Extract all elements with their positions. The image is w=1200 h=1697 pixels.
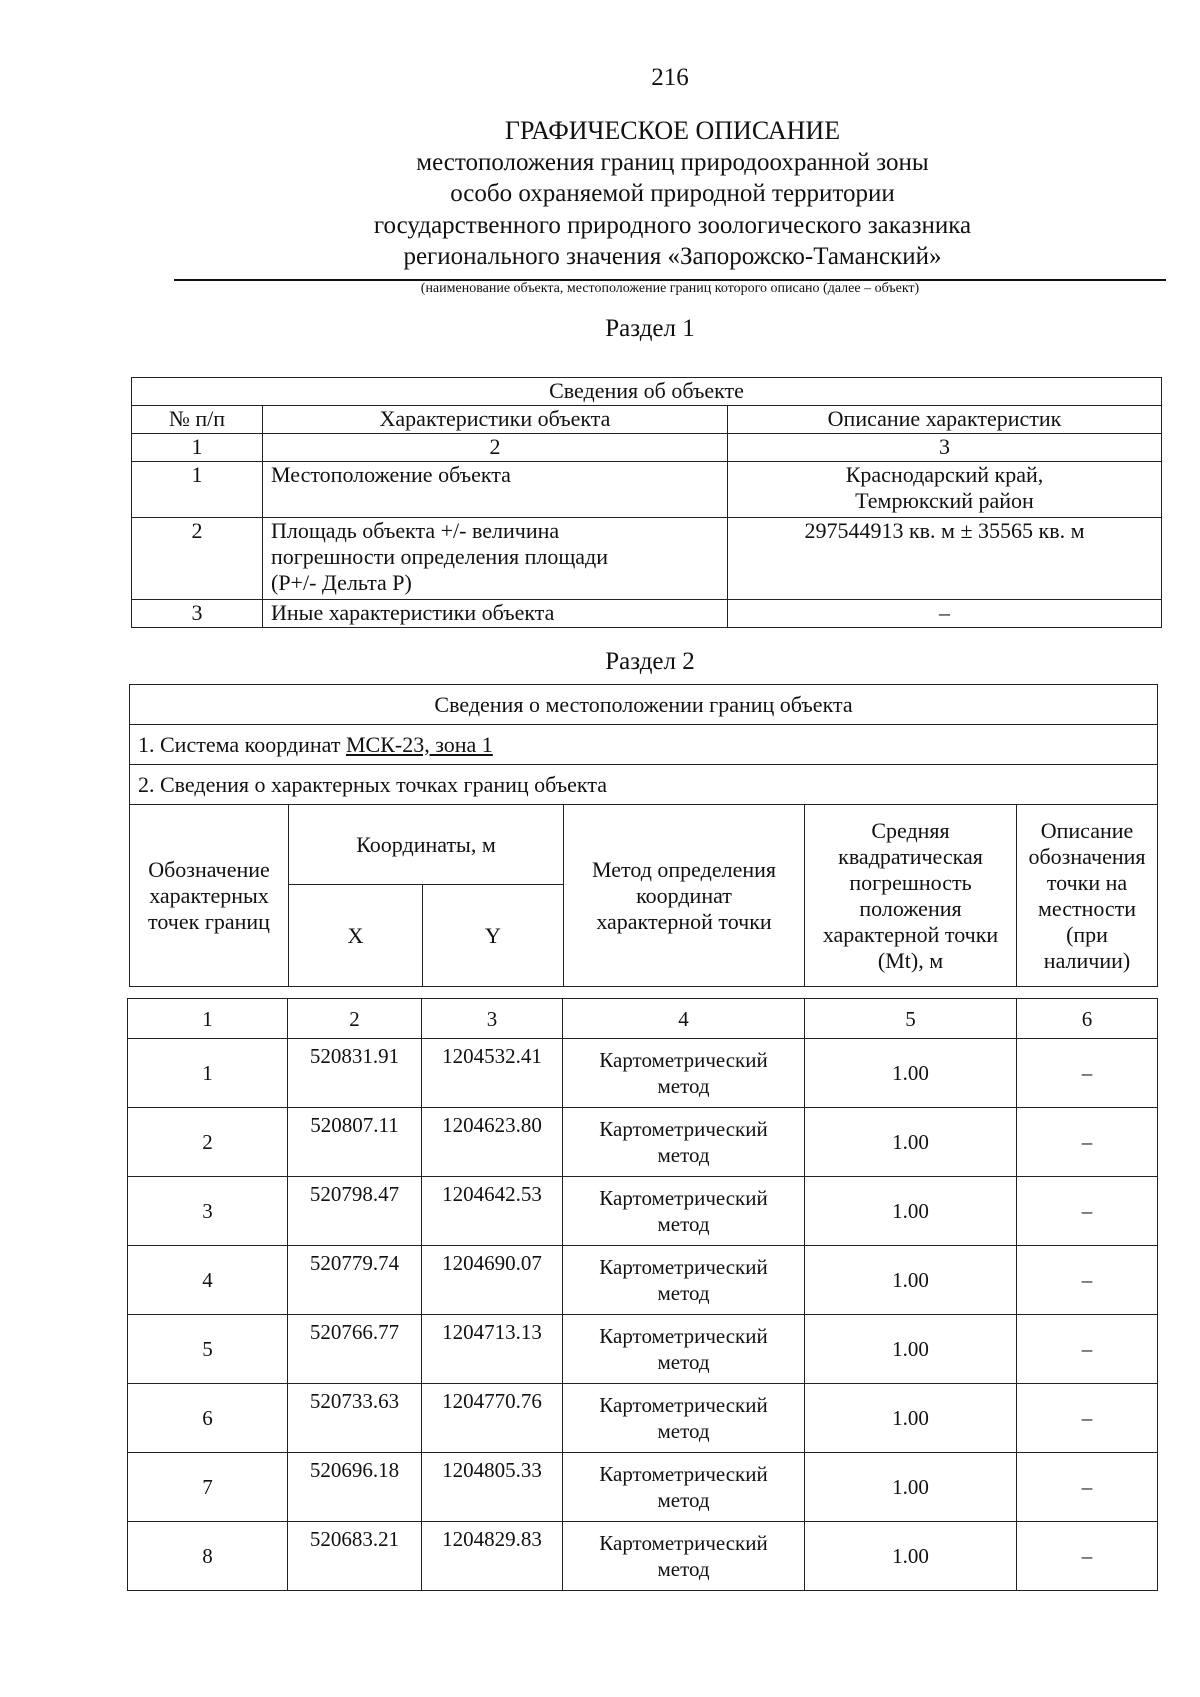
table-title: Сведения об объекте	[132, 378, 1162, 406]
coordinate-system-value: МСК-23, зона 1	[345, 731, 493, 757]
point-id: 1	[128, 1039, 288, 1108]
coordinate-y: 1204623.80	[422, 1108, 563, 1177]
column-number: 2	[263, 434, 728, 462]
table-row	[128, 1177, 1158, 1246]
coordinate-system-label: 1. Система координат	[138, 731, 346, 757]
header-line: (при	[1066, 921, 1108, 947]
title-line: государственного природного зоологического заказника	[373, 211, 972, 239]
column-header: № п/п	[132, 406, 263, 434]
point-description: –	[1017, 1246, 1158, 1315]
characteristic: Местоположение объекта	[263, 462, 728, 518]
characteristic	[263, 518, 728, 600]
column-number: 1	[132, 434, 263, 462]
table-row	[128, 1246, 1158, 1315]
table-row	[132, 600, 1162, 628]
error-value: 1.00	[805, 1453, 1017, 1522]
header-line: координат	[636, 882, 732, 908]
coordinate-y: 1204642.53	[422, 1177, 563, 1246]
header-line: характерных	[149, 882, 269, 908]
title-line: особо охраняемой природной территории	[450, 180, 895, 207]
error-value: 1.00	[805, 1246, 1017, 1315]
header-designation	[130, 805, 289, 987]
header-line: погрешность	[849, 869, 972, 895]
row-number: 2	[132, 518, 263, 600]
characteristic: Иные характеристики объекта	[263, 600, 728, 628]
table-row	[128, 1384, 1158, 1453]
point-id: 4	[128, 1246, 288, 1315]
table-row	[128, 1453, 1158, 1522]
point-id: 8	[128, 1522, 288, 1591]
error-value: 1.00	[805, 1522, 1017, 1591]
header-line: Метод определения	[591, 856, 777, 882]
header-line: квадратическая	[838, 843, 983, 869]
method-line: Картометрический	[599, 1393, 768, 1417]
point-id: 6	[128, 1384, 288, 1453]
header-line: Описание	[1040, 817, 1134, 843]
column-number: 1	[128, 999, 288, 1039]
method-line: Картометрический	[599, 1531, 768, 1555]
coordinate-x: 520683.21	[288, 1522, 422, 1591]
row-number: 3	[132, 600, 263, 628]
method	[563, 1177, 805, 1246]
method-line: Картометрический	[599, 1255, 768, 1279]
title-line: местоположения границ природоохранной зоны	[416, 148, 929, 176]
header-line: местности	[1037, 895, 1137, 921]
method-line: метод	[657, 1212, 710, 1236]
point-description: –	[1017, 1315, 1158, 1384]
header-error	[805, 805, 1017, 987]
header-line: характерной точки	[596, 908, 772, 934]
table-row	[128, 1108, 1158, 1177]
error-value: 1.00	[805, 1108, 1017, 1177]
coordinate-y: 1204770.76	[422, 1384, 563, 1453]
description	[728, 462, 1162, 518]
method-line: метод	[657, 1419, 710, 1443]
page-number: 216	[651, 64, 689, 91]
point-description: –	[1017, 1039, 1158, 1108]
method	[563, 1522, 805, 1591]
characteristic-line: (Р+/- Дельта Р)	[271, 570, 412, 595]
coordinate-y: 1204829.83	[422, 1522, 563, 1591]
title-note: (наименование объекта, местоположение границ которого описано (далее – объект)	[420, 281, 920, 296]
row-number: 1	[132, 462, 263, 518]
header-description	[1017, 805, 1158, 987]
coordinate-x: 520779.74	[288, 1246, 422, 1315]
column-number: 5	[805, 999, 1017, 1039]
method	[563, 1384, 805, 1453]
title-main: ГРАФИЧЕСКОЕ ОПИСАНИЕ	[504, 116, 841, 145]
method-line: Картометрический	[599, 1462, 768, 1486]
boundary-points-table	[127, 998, 1158, 1591]
point-id: 7	[128, 1453, 288, 1522]
header-line: характерной точки	[822, 921, 999, 947]
column-number: 2	[288, 999, 422, 1039]
coordinate-x: 520733.63	[288, 1384, 422, 1453]
coordinate-y: 1204805.33	[422, 1453, 563, 1522]
method-line: Картометрический	[599, 1186, 768, 1210]
column-header: Характеристики объекта	[263, 406, 728, 434]
header-line: точки на	[1046, 869, 1128, 895]
method-line: Картометрический	[599, 1117, 768, 1141]
error-value: 1.00	[805, 1039, 1017, 1108]
coordinate-y: 1204690.07	[422, 1246, 563, 1315]
column-number: 6	[1017, 999, 1158, 1039]
point-id: 3	[128, 1177, 288, 1246]
point-id: 2	[128, 1108, 288, 1177]
column-number: 3	[728, 434, 1162, 462]
method	[563, 1453, 805, 1522]
coordinate-x: 520766.77	[288, 1315, 422, 1384]
header-method	[564, 805, 805, 987]
column-number: 4	[563, 999, 805, 1039]
header-x: X	[289, 885, 423, 987]
coordinate-y: 1204532.41	[422, 1039, 563, 1108]
header-line: Средняя	[871, 817, 950, 843]
document-title	[0, 115, 1200, 273]
coordinate-system	[130, 725, 1158, 765]
coordinate-x: 520696.18	[288, 1453, 422, 1522]
point-description: –	[1017, 1522, 1158, 1591]
section-2-heading: Раздел 2	[605, 648, 695, 675]
method	[563, 1246, 805, 1315]
header-coordinates: Координаты, м	[289, 805, 564, 885]
characteristic-line: погрешности определения площади	[271, 544, 609, 569]
column-number: 3	[422, 999, 563, 1039]
section-1-heading: Раздел 1	[605, 315, 695, 342]
method-line: Картометрический	[599, 1324, 768, 1348]
point-description: –	[1017, 1384, 1158, 1453]
column-header: Описание характеристик	[728, 406, 1162, 434]
header-y: Y	[423, 885, 564, 987]
object-info-table	[131, 377, 1162, 628]
table-row	[132, 462, 1162, 518]
method-line: метод	[657, 1557, 710, 1581]
coordinate-y: 1204713.13	[422, 1315, 563, 1384]
method-line: метод	[657, 1350, 710, 1374]
coordinate-x: 520831.91	[288, 1039, 422, 1108]
method-line: метод	[657, 1488, 710, 1512]
boundary-header-table	[129, 684, 1158, 987]
table-row	[128, 1315, 1158, 1384]
method-line: метод	[657, 1074, 710, 1098]
description-line: Темрюкский район	[855, 488, 1034, 513]
characteristic-line: Площадь объекта +/- величина	[271, 518, 560, 543]
table-row	[132, 518, 1162, 600]
error-value: 1.00	[805, 1384, 1017, 1453]
title-line: регионального значения «Запорожско-Таманский»	[403, 243, 942, 270]
error-value: 1.00	[805, 1315, 1017, 1384]
description-line: Краснодарский край,	[845, 462, 1044, 487]
method	[563, 1108, 805, 1177]
header-line: положения	[859, 895, 962, 921]
method-line: метод	[657, 1281, 710, 1305]
header-line: (Mt), м	[877, 947, 944, 973]
table-row	[128, 1039, 1158, 1108]
header-line: точек границ	[148, 908, 270, 934]
table-row	[128, 1522, 1158, 1591]
method	[563, 1315, 805, 1384]
points-title: 2. Сведения о характерных точках границ объекта	[130, 765, 1158, 805]
header-line: обозначения	[1028, 843, 1146, 869]
point-description: –	[1017, 1177, 1158, 1246]
point-id: 5	[128, 1315, 288, 1384]
error-value: 1.00	[805, 1177, 1017, 1246]
method-line: Картометрический	[599, 1048, 768, 1072]
description: –	[728, 600, 1162, 628]
table-title: Сведения о местоположении границ объекта	[130, 685, 1158, 725]
header-line: наличии)	[1043, 947, 1131, 973]
point-description: –	[1017, 1108, 1158, 1177]
coordinate-x: 520798.47	[288, 1177, 422, 1246]
header-line: Обозначение	[148, 856, 270, 882]
description: 297544913 кв. м ± 35565 кв. м	[728, 518, 1162, 600]
method	[563, 1039, 805, 1108]
method-line: метод	[657, 1143, 710, 1167]
coordinate-x: 520807.11	[288, 1108, 422, 1177]
point-description: –	[1017, 1453, 1158, 1522]
